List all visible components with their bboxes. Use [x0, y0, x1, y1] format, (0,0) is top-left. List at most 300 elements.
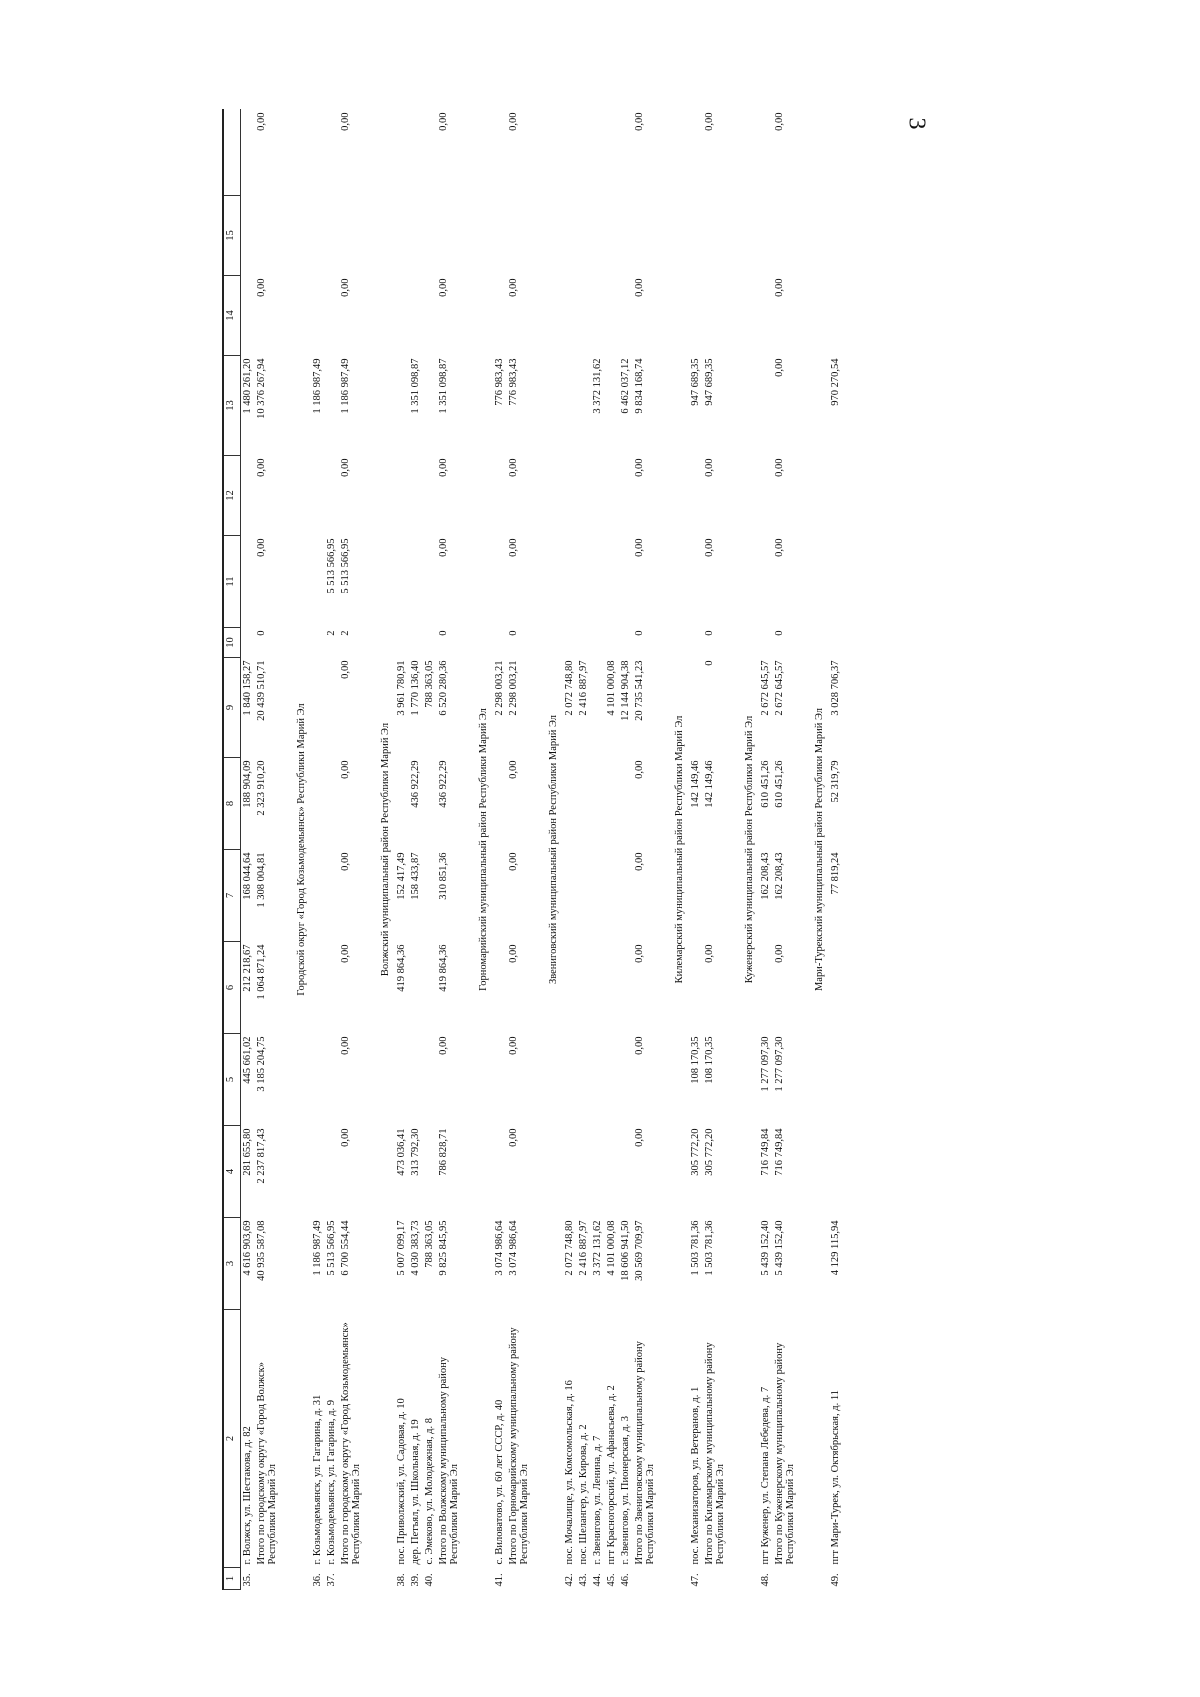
group-label: Мари-Турекский муниципальный район Республики Марий Эл	[814, 707, 825, 992]
value-cell	[325, 276, 339, 356]
value-cell: 1 064 871,24	[256, 944, 267, 1000]
value-cell	[591, 276, 605, 356]
value-cell	[423, 456, 437, 536]
value-cell	[423, 1034, 437, 1126]
value-cell: 0	[256, 630, 267, 636]
value-cell	[829, 1034, 843, 1126]
value-cell	[829, 196, 843, 276]
value-cell: 2 072 748,80	[564, 660, 575, 716]
value-cell: 4 616 903,69	[242, 1220, 253, 1276]
value-cell	[423, 536, 437, 628]
value-cell: 0,00	[508, 458, 519, 477]
value-cell	[311, 536, 325, 628]
value-cell	[409, 456, 423, 536]
value-cell: 162 208,43	[774, 852, 785, 900]
value-cell	[829, 276, 843, 356]
group-label: Волжский муниципальный район Республики Марий Эл	[380, 722, 391, 977]
value-cell	[241, 110, 256, 196]
value-cell: 1 770 136,40	[410, 660, 421, 716]
value-cell	[619, 1126, 633, 1218]
value-cell	[311, 456, 325, 536]
value-cell: 0,00	[340, 660, 351, 679]
value-cell: 2 672 645,57	[760, 660, 771, 716]
value-cell: 0	[438, 630, 449, 636]
row-number: 38.	[396, 1573, 407, 1587]
column-header-row	[223, 110, 241, 1590]
value-cell: 0,00	[774, 538, 785, 557]
value-cell	[325, 850, 339, 942]
address-cell: г. Козьмодемьянск, ул. Гагарина, д. 31	[312, 1394, 323, 1565]
value-cell: 281 655,80	[242, 1128, 253, 1176]
value-cell: 3 028 706,37	[830, 660, 841, 716]
address-cell: Итого по Килемарскому муниципальному району Республики Марий Эл	[704, 1342, 726, 1565]
value-cell	[689, 850, 703, 942]
column-header: 15	[223, 196, 241, 276]
value-cell: 0,00	[438, 278, 449, 297]
value-cell	[759, 456, 773, 536]
value-cell: 162 208,43	[760, 852, 771, 900]
value-cell	[311, 758, 325, 850]
value-cell	[619, 276, 633, 356]
value-cell	[619, 110, 633, 196]
value-cell: 2 323 910,20	[256, 760, 267, 816]
address-cell: г. Звенигово, ул. Ленина, д. 7	[592, 1435, 603, 1565]
value-cell: 2	[326, 630, 337, 636]
value-cell	[577, 850, 591, 942]
value-cell	[507, 196, 540, 276]
value-cell	[311, 658, 325, 758]
value-cell: 0,00	[508, 112, 519, 131]
value-cell	[395, 456, 409, 536]
page-number: 3	[903, 117, 930, 130]
value-cell	[605, 942, 619, 1034]
value-cell	[437, 196, 470, 276]
column-header: 8	[223, 758, 241, 850]
value-cell: 4 129 115,94	[830, 1220, 841, 1276]
value-cell: 0,00	[634, 1036, 645, 1055]
value-cell: 168 044,64	[242, 852, 253, 900]
value-cell	[311, 850, 325, 942]
row-number	[773, 1568, 806, 1590]
value-cell	[577, 196, 591, 276]
value-cell	[829, 628, 843, 658]
value-cell: 2 416 887,97	[578, 1220, 589, 1276]
value-cell	[409, 276, 423, 356]
value-cell: 2 237 817,43	[256, 1128, 267, 1184]
table-row	[493, 110, 507, 1590]
value-cell: 436 922,29	[438, 760, 449, 808]
value-cell: 9 825 845,95	[438, 1220, 449, 1276]
value-cell	[493, 758, 507, 850]
address-cell: пос. Мочалище, ул. Комсомольская, д. 16	[564, 1380, 575, 1565]
value-cell: 9 834 168,74	[634, 358, 645, 414]
address-cell: пос. Шелангер, ул. Кирова, д. 2	[578, 1424, 589, 1565]
value-cell: 3 074 986,64	[508, 1220, 519, 1276]
table-row	[577, 110, 591, 1590]
value-cell	[409, 536, 423, 628]
value-cell	[605, 456, 619, 536]
column-header: 11	[223, 536, 241, 628]
value-cell: 0,00	[704, 538, 715, 557]
value-cell	[689, 658, 703, 758]
value-cell	[577, 1034, 591, 1126]
value-cell: 610 451,26	[760, 760, 771, 808]
value-cell	[563, 536, 577, 628]
value-cell: 1 351 098,87	[410, 358, 421, 414]
value-cell	[409, 628, 423, 658]
value-cell: 0,00	[774, 112, 785, 131]
value-cell	[605, 1034, 619, 1126]
table-row	[409, 110, 423, 1590]
value-cell: 0,00	[508, 944, 519, 963]
value-cell	[591, 658, 605, 758]
value-cell	[423, 356, 437, 456]
value-cell: 0,00	[774, 458, 785, 477]
value-cell	[759, 110, 773, 196]
rotated-table-page	[222, 110, 1002, 1590]
value-cell	[563, 356, 577, 456]
value-cell: 3 074 986,64	[494, 1220, 505, 1276]
value-cell	[311, 276, 325, 356]
value-cell	[423, 110, 437, 196]
value-cell: 188 904,09	[242, 760, 253, 808]
value-cell: 0,00	[438, 538, 449, 557]
table-row	[241, 110, 256, 1590]
value-cell	[563, 1034, 577, 1126]
value-cell	[689, 456, 703, 536]
value-cell: 0,00	[256, 458, 267, 477]
value-cell	[619, 850, 633, 942]
value-cell	[423, 758, 437, 850]
table-row	[563, 110, 577, 1590]
value-cell	[591, 110, 605, 196]
column-header: 1	[223, 1568, 241, 1590]
value-cell	[689, 110, 703, 196]
value-cell	[493, 850, 507, 942]
value-cell	[493, 276, 507, 356]
row-number: 48.	[760, 1573, 771, 1587]
value-cell: 5 513 566,95	[326, 1220, 337, 1276]
group-label: Куженерский муниципальный район Республики Марий Эл	[744, 715, 755, 984]
address-cell: Итого по Горномарийскому муниципальному району Республики Марий Эл	[508, 1327, 530, 1565]
value-cell	[689, 942, 703, 1034]
value-cell: 52 319,79	[830, 760, 841, 803]
row-number: 49.	[830, 1573, 841, 1587]
row-number	[507, 1568, 540, 1590]
value-cell: 786 828,71	[438, 1128, 449, 1176]
value-cell: 445 661,02	[242, 1036, 253, 1084]
subtotal-row	[255, 110, 288, 1590]
table-row	[325, 110, 339, 1590]
value-cell: 1 308 004,81	[256, 852, 267, 908]
value-cell: 0,00	[704, 458, 715, 477]
table-row	[689, 110, 703, 1590]
value-cell: 0	[704, 630, 715, 636]
address-cell: пос. Механизаторов, ул. Ветеранов, д. 1	[690, 1386, 701, 1565]
value-cell: 1 277 097,30	[760, 1036, 771, 1092]
value-cell	[325, 110, 339, 196]
value-cell: 4 101 000,08	[606, 1220, 617, 1276]
column-header: 13	[223, 356, 241, 456]
value-cell: 0,00	[774, 358, 785, 377]
value-cell	[591, 628, 605, 658]
value-cell: 0,00	[340, 1128, 351, 1147]
value-cell: 0,00	[704, 112, 715, 131]
value-cell: 305 772,20	[690, 1128, 701, 1176]
value-cell: 0,00	[634, 944, 645, 963]
value-cell: 0,00	[634, 760, 645, 779]
value-cell	[591, 850, 605, 942]
row-number: 40.	[424, 1573, 435, 1587]
value-cell: 716 749,84	[774, 1128, 785, 1176]
row-number: 43.	[578, 1573, 589, 1587]
value-cell	[241, 628, 256, 658]
value-cell: 10 376 267,94	[256, 358, 267, 419]
row-number	[437, 1568, 470, 1590]
value-cell: 1 351 098,87	[438, 358, 449, 414]
group-header-row	[806, 110, 829, 1590]
value-cell	[577, 456, 591, 536]
table-row	[311, 110, 325, 1590]
value-cell: 419 864,36	[438, 944, 449, 992]
value-cell: 776 983,43	[508, 358, 519, 406]
value-cell	[395, 536, 409, 628]
value-cell	[703, 276, 736, 356]
row-number	[703, 1568, 736, 1590]
value-cell	[493, 196, 507, 276]
value-cell: 77 819,24	[830, 852, 841, 895]
value-cell: 3 372 131,62	[592, 1220, 603, 1276]
value-cell	[311, 942, 325, 1034]
value-cell	[423, 276, 437, 356]
value-cell	[703, 196, 736, 276]
value-cell: 2 298 003,21	[494, 660, 505, 716]
value-cell: 12 144 904,38	[620, 660, 631, 721]
address-cell: пос. Приволжский, ул. Садовая, д. 10	[396, 1398, 407, 1565]
value-cell: 716 749,84	[760, 1128, 771, 1176]
address-cell: пгт Красногорский, ул. Афанасьева, д. 2	[606, 1385, 617, 1565]
value-cell: 2 298 003,21	[508, 660, 519, 716]
value-cell	[605, 110, 619, 196]
value-cell: 1 840 158,27	[242, 660, 253, 716]
value-cell	[395, 110, 409, 196]
value-cell: 473 036,41	[396, 1128, 407, 1176]
value-cell	[619, 196, 633, 276]
value-cell: 0,00	[634, 458, 645, 477]
value-cell: 1 186 987,49	[312, 1220, 323, 1276]
value-cell: 1 277 097,30	[774, 1036, 785, 1092]
value-cell	[829, 110, 843, 196]
value-cell	[423, 850, 437, 942]
address-cell: г. Козьмодемьянск, ул. Гагарина, д. 9	[326, 1400, 337, 1565]
value-cell: 0,00	[634, 1128, 645, 1147]
group-label: Килемарский муниципальный район Республики Марий Эл	[674, 715, 685, 984]
value-cell: 419 864,36	[396, 944, 407, 992]
value-cell	[493, 1126, 507, 1218]
value-cell	[409, 1034, 423, 1126]
value-cell	[759, 942, 773, 1034]
value-cell	[577, 942, 591, 1034]
value-cell: 0,00	[704, 944, 715, 963]
value-cell: 2	[340, 630, 351, 636]
value-cell	[339, 196, 372, 276]
value-cell	[591, 196, 605, 276]
value-cell: 0,00	[340, 1036, 351, 1055]
value-cell: 158 433,87	[410, 852, 421, 900]
value-cell	[773, 196, 806, 276]
value-cell: 1 186 987,49	[312, 358, 323, 414]
row-number: 37.	[326, 1573, 337, 1587]
group-header-row	[372, 110, 395, 1590]
value-cell	[325, 196, 339, 276]
value-cell	[591, 942, 605, 1034]
value-cell: 3 961 780,91	[396, 660, 407, 716]
value-cell	[563, 758, 577, 850]
value-cell	[493, 1034, 507, 1126]
column-header: 14	[223, 276, 241, 356]
value-cell	[311, 196, 325, 276]
address-cell: Итого по городскому округу «Город Козьмодемьянск» Республики Марий Эл	[340, 1322, 362, 1565]
value-cell	[689, 196, 703, 276]
value-cell: 0,00	[438, 112, 449, 131]
value-cell	[605, 628, 619, 658]
value-cell: 6 700 554,44	[340, 1220, 351, 1276]
value-cell	[759, 196, 773, 276]
value-cell: 0	[704, 660, 715, 666]
column-header: 12	[223, 456, 241, 536]
subtotal-row	[633, 110, 666, 1590]
value-cell: 947 689,35	[690, 358, 701, 406]
value-cell: 0,00	[508, 852, 519, 871]
value-cell: 0,00	[340, 112, 351, 131]
value-cell	[311, 1034, 325, 1126]
group-label: Горномарийский муниципальный район Республики Марий Эл	[478, 708, 489, 991]
value-cell	[409, 196, 423, 276]
address-cell: пгт Мари-Турек, ул. Октябрьская, д. 11	[830, 1390, 841, 1565]
value-cell: 0,00	[508, 760, 519, 779]
value-cell	[689, 628, 703, 658]
value-cell	[311, 1126, 325, 1218]
value-cell: 5 439 152,40	[760, 1220, 771, 1276]
column-header: 10	[223, 628, 241, 658]
value-cell	[325, 1126, 339, 1218]
value-cell	[591, 456, 605, 536]
row-number: 44.	[592, 1573, 603, 1587]
row-number: 47.	[690, 1573, 701, 1587]
value-cell: 310 851,36	[438, 852, 449, 900]
value-cell	[493, 628, 507, 658]
group-header-row	[288, 110, 311, 1590]
value-cell	[325, 456, 339, 536]
value-cell	[577, 1126, 591, 1218]
value-cell: 2 072 748,80	[564, 1220, 575, 1276]
value-cell	[563, 456, 577, 536]
value-cell	[325, 356, 339, 456]
data-table	[222, 110, 843, 1591]
value-cell: 0,00	[340, 944, 351, 963]
value-cell	[241, 276, 256, 356]
subtotal-row	[339, 110, 372, 1590]
value-cell	[619, 758, 633, 850]
value-cell	[829, 536, 843, 628]
value-cell	[605, 850, 619, 942]
value-cell	[395, 356, 409, 456]
value-cell: 1 503 781,36	[704, 1220, 715, 1276]
value-cell	[633, 196, 666, 276]
value-cell	[325, 658, 339, 758]
value-cell	[325, 942, 339, 1034]
value-cell: 0,00	[508, 1128, 519, 1147]
value-cell: 142 149,46	[690, 760, 701, 808]
value-cell	[605, 1126, 619, 1218]
value-cell: 947 689,35	[704, 358, 715, 406]
value-cell: 1 503 781,36	[690, 1220, 701, 1276]
value-cell	[759, 628, 773, 658]
row-number	[339, 1568, 372, 1590]
value-cell: 0,00	[340, 278, 351, 297]
column-header: 4	[223, 1126, 241, 1218]
value-cell: 142 149,46	[704, 760, 715, 808]
value-cell	[395, 196, 409, 276]
value-cell	[829, 1126, 843, 1218]
value-cell	[591, 536, 605, 628]
value-cell: 313 792,30	[410, 1128, 421, 1176]
value-cell: 0,00	[256, 278, 267, 297]
value-cell	[591, 1126, 605, 1218]
value-cell	[563, 850, 577, 942]
value-cell	[605, 356, 619, 456]
value-cell	[395, 1034, 409, 1126]
value-cell: 0,00	[508, 1036, 519, 1055]
group-label: Городской округ «Город Козьмодемьянск» Республики Марий Эл	[296, 703, 307, 996]
value-cell	[241, 456, 256, 536]
value-cell	[619, 1034, 633, 1126]
value-cell: 108 170,35	[704, 1036, 715, 1084]
value-cell	[423, 1126, 437, 1218]
value-cell	[591, 758, 605, 850]
value-cell: 1 186 987,49	[340, 358, 351, 414]
value-cell	[689, 536, 703, 628]
value-cell	[759, 536, 773, 628]
value-cell: 2 672 645,57	[774, 660, 785, 716]
value-cell: 0,00	[634, 852, 645, 871]
value-cell: 20 439 510,71	[256, 660, 267, 721]
value-cell	[395, 276, 409, 356]
value-cell: 0,00	[774, 944, 785, 963]
value-cell: 0,00	[256, 112, 267, 131]
value-cell: 3 372 131,62	[592, 358, 603, 414]
address-cell: пгт Куженер, ул. Степана Лебедева, д. 7	[760, 1386, 771, 1565]
value-cell	[619, 456, 633, 536]
value-cell	[493, 110, 507, 196]
value-cell: 0,00	[508, 538, 519, 557]
value-cell	[605, 758, 619, 850]
value-cell: 6 520 280,36	[438, 660, 449, 716]
value-cell	[759, 356, 773, 456]
value-cell	[241, 536, 256, 628]
group-header-row	[666, 110, 689, 1590]
column-header: 7	[223, 850, 241, 942]
value-cell	[577, 536, 591, 628]
value-cell	[703, 850, 736, 942]
address-cell: г. Волжск, ул. Шестакова, д. 82	[242, 1426, 253, 1565]
address-cell: с. Эмеково, ул. Молодежная, д. 8	[424, 1418, 435, 1565]
group-label: Звениговский муниципальный район Республики Марий Эл	[548, 714, 559, 985]
value-cell	[759, 276, 773, 356]
table-row	[829, 110, 843, 1590]
value-cell: 152 417,49	[396, 852, 407, 900]
value-cell: 4 030 383,73	[410, 1220, 421, 1276]
